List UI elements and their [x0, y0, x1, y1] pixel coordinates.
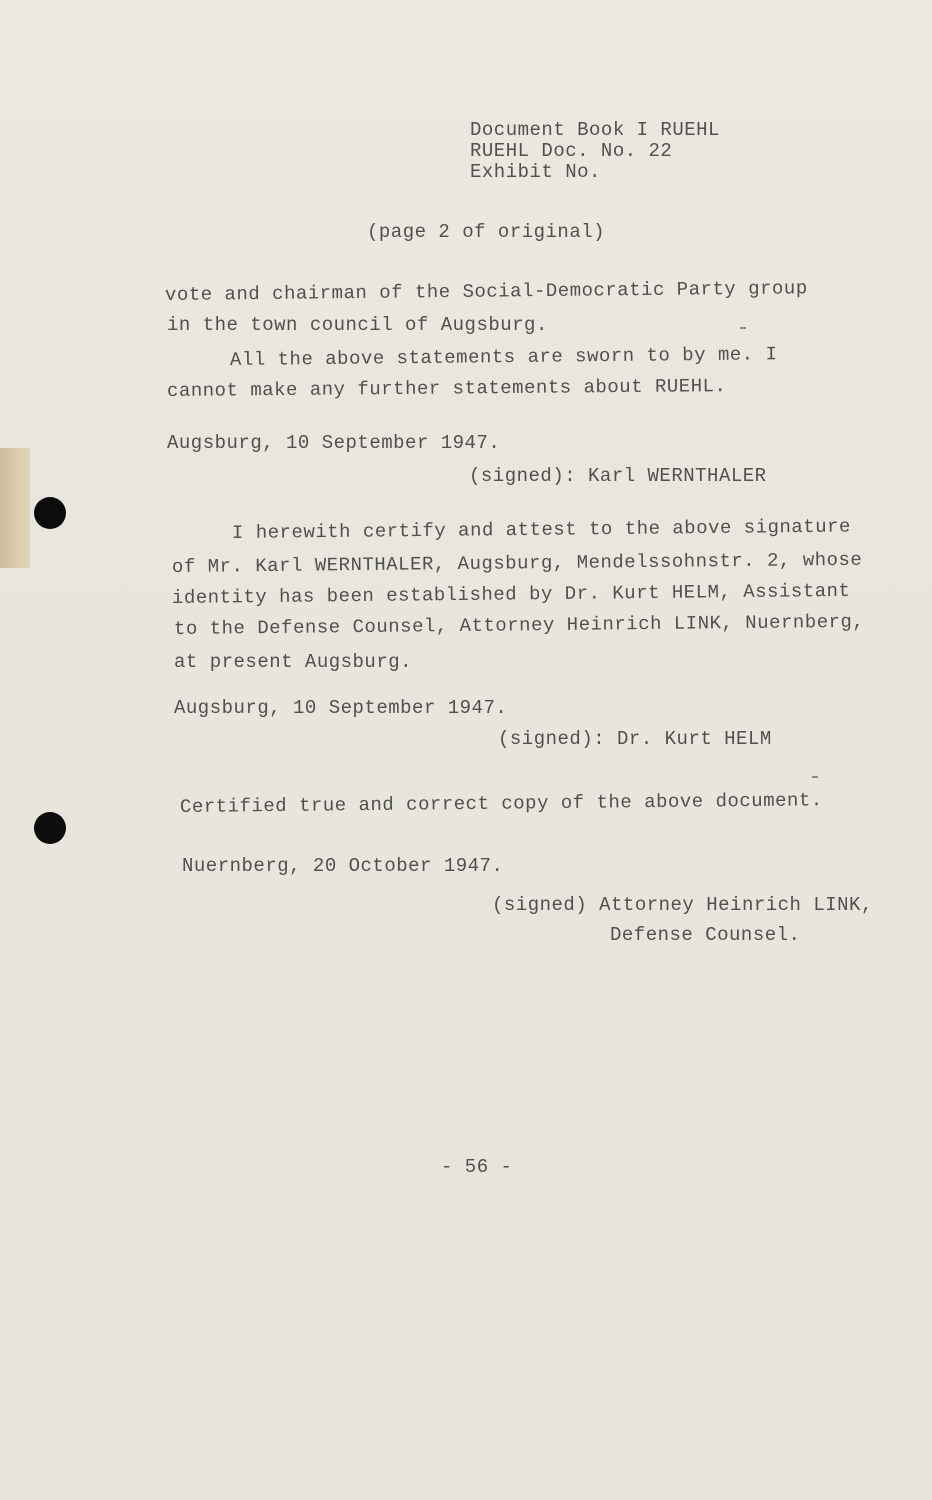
certification-line: of Mr. Karl WERNTHALER, Augsburg, Mendelssohnstr. 2, whose: [171, 548, 863, 578]
place-date: Augsburg, 10 September 1947.: [167, 432, 501, 454]
header-document-book: Document Book I RUEHL: [470, 119, 720, 141]
stray-mark: [740, 327, 746, 329]
header-doc-number: RUEHL Doc. No. 22: [470, 140, 673, 162]
certification-line: identity has been established by Dr. Kurt HELM, Assistant: [171, 579, 851, 609]
body-line: in the town council of Augsburg.: [167, 314, 548, 336]
signature-line: (signed): Dr. Kurt HELM: [498, 728, 772, 750]
page-number: - 56 -: [441, 1156, 513, 1178]
place-date: Augsburg, 10 September 1947.: [174, 697, 508, 719]
punch-hole-top: [34, 497, 66, 529]
certification-line: I herewith certify and attest to the above signature: [231, 515, 851, 544]
certification-line: at present Augsburg.: [174, 651, 413, 673]
certified-copy-statement: Certified true and correct copy of the above document.: [179, 789, 823, 818]
signature-title: Defense Counsel.: [610, 924, 801, 946]
place-date: Nuernberg, 20 October 1947.: [182, 855, 504, 877]
body-line: cannot make any further statements about RUEHL.: [166, 375, 727, 402]
stray-mark: [812, 776, 818, 778]
page-note: (page 2 of original): [367, 221, 606, 243]
punch-hole-bottom: [34, 812, 66, 844]
tape-strip: [0, 448, 30, 568]
certification-line: to the Defense Counsel, Attorney Heinrich LINK, Nuernberg,: [173, 610, 865, 640]
body-line: All the above statements are sworn to by me. I: [229, 343, 778, 371]
body-line: vote and chairman of the Social-Democratic Party group: [164, 277, 808, 306]
header-exhibit-number: Exhibit No.: [470, 161, 601, 183]
signature-line: (signed) Attorney Heinrich LINK,: [492, 894, 873, 916]
signature-line: (signed): Karl WERNTHALER: [469, 465, 767, 487]
